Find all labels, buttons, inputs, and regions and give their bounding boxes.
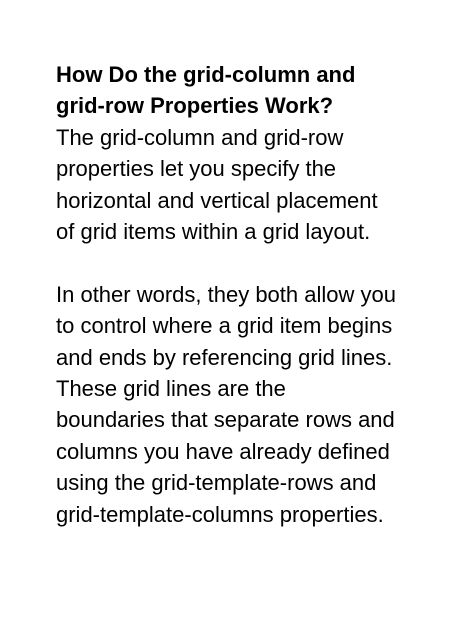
paragraph-2-line-4: These grid lines are the	[56, 376, 286, 402]
heading-line-1: How Do the grid-column and	[56, 62, 356, 87]
paragraph-2	[56, 279, 436, 530]
paragraph-1-line-3: horizontal and vertical placement	[56, 187, 378, 213]
paragraph-2-line-2: to control where a grid item begins	[56, 313, 393, 339]
document-body	[56, 59, 436, 530]
paragraph-1	[56, 122, 436, 248]
paragraph-1-line-2: properties let you specify the	[56, 156, 337, 182]
paragraph-2-line-6: columns you have already defined	[56, 438, 390, 464]
heading-line-2: grid-row Properties Work?	[56, 93, 334, 119]
paragraph-2-line-7: using the grid-template-rows and	[56, 470, 377, 496]
paragraph-gap	[56, 247, 436, 278]
paragraph-2-line-1: In other words, they both allow you	[56, 281, 396, 307]
paragraph-2-line-8: grid-template-columns properties.	[56, 501, 384, 527]
section-heading	[56, 59, 436, 122]
paragraph-2-line-5: boundaries that separate rows and	[56, 407, 395, 433]
paragraph-1-line-1: The grid-column and grid-row	[56, 124, 344, 150]
paragraph-2-line-3: and ends by referencing grid lines.	[56, 344, 393, 370]
paragraph-1-line-4: of grid items within a grid layout.	[56, 219, 371, 245]
